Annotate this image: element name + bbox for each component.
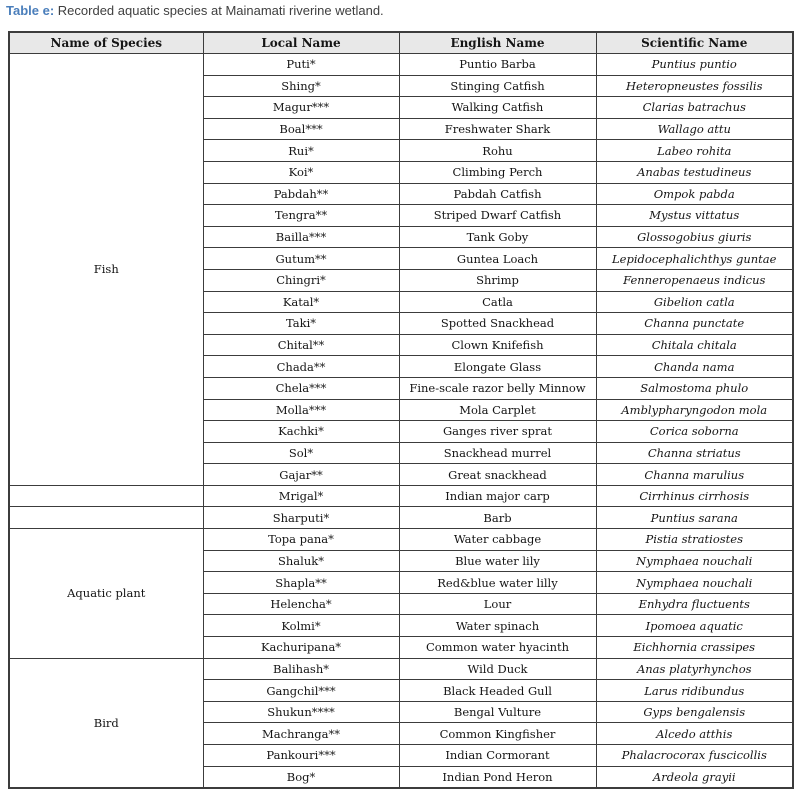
local-name-cell: Chital** bbox=[203, 334, 399, 356]
scientific-name-cell: Glossogobius giuris bbox=[596, 226, 793, 248]
english-name-cell: Snackhead murrel bbox=[399, 442, 596, 464]
local-name-cell: Kachki* bbox=[203, 421, 399, 443]
english-name-cell: Spotted Snackhead bbox=[399, 313, 596, 335]
english-name-cell: Barb bbox=[399, 507, 596, 529]
english-name-cell: Walking Catfish bbox=[399, 97, 596, 119]
local-name-cell: Gajar** bbox=[203, 464, 399, 486]
local-name-cell: Topa pana* bbox=[203, 529, 399, 551]
english-name-cell: Freshwater Shark bbox=[399, 118, 596, 140]
english-name-cell: Guntea Loach bbox=[399, 248, 596, 270]
scientific-name-cell: Anabas testudineus bbox=[596, 161, 793, 183]
header-name-of-species: Name of Species bbox=[9, 32, 203, 54]
english-name-cell: Great snackhead bbox=[399, 464, 596, 486]
english-name-cell: Water cabbage bbox=[399, 529, 596, 551]
local-name-cell: Rui* bbox=[203, 140, 399, 162]
scientific-name-cell: Nymphaea nouchali bbox=[596, 550, 793, 572]
header-row bbox=[9, 32, 793, 54]
table-caption bbox=[6, 3, 384, 18]
local-name-cell: Mrigal* bbox=[203, 485, 399, 507]
local-name-cell: Bailla*** bbox=[203, 226, 399, 248]
local-name-cell: Chela*** bbox=[203, 377, 399, 399]
header-local-name: Local Name bbox=[203, 32, 399, 54]
species-group-cell bbox=[9, 485, 203, 507]
scientific-name-cell: Channa punctate bbox=[596, 313, 793, 335]
species-table-body bbox=[9, 54, 793, 789]
local-name-cell: Katal* bbox=[203, 291, 399, 313]
scientific-name-cell: Anas platyrhynchos bbox=[596, 658, 793, 680]
english-name-cell: Striped Dwarf Catfish bbox=[399, 205, 596, 227]
header-scientific-name: Scientific Name bbox=[596, 32, 793, 54]
table-row bbox=[9, 507, 793, 529]
english-name-cell: Indian Cormorant bbox=[399, 745, 596, 767]
local-name-cell: Kachuripana* bbox=[203, 637, 399, 659]
english-name-cell: Elongate Glass bbox=[399, 356, 596, 378]
scientific-name-cell: Corica soborna bbox=[596, 421, 793, 443]
scientific-name-cell: Salmostoma phulo bbox=[596, 377, 793, 399]
scientific-name-cell: Pistia stratiostes bbox=[596, 529, 793, 551]
local-name-cell: Puti* bbox=[203, 54, 399, 76]
english-name-cell: Water spinach bbox=[399, 615, 596, 637]
scientific-name-cell: Fenneropenaeus indicus bbox=[596, 269, 793, 291]
english-name-cell: Blue water lily bbox=[399, 550, 596, 572]
scientific-name-cell: Enhydra fluctuents bbox=[596, 593, 793, 615]
table-row bbox=[9, 54, 793, 76]
scientific-name-cell: Ardeola grayii bbox=[596, 766, 793, 788]
scientific-name-cell: Phalacrocorax fuscicollis bbox=[596, 745, 793, 767]
header-english-name: English Name bbox=[399, 32, 596, 54]
english-name-cell: Clown Knifefish bbox=[399, 334, 596, 356]
local-name-cell: Balihash* bbox=[203, 658, 399, 680]
english-name-cell: Indian Pond Heron bbox=[399, 766, 596, 788]
local-name-cell: Koi* bbox=[203, 161, 399, 183]
english-name-cell: Bengal Vulture bbox=[399, 701, 596, 723]
english-name-cell: Fine-scale razor belly Minnow bbox=[399, 377, 596, 399]
english-name-cell: Stinging Catfish bbox=[399, 75, 596, 97]
local-name-cell: Machranga** bbox=[203, 723, 399, 745]
english-name-cell: Common Kingfisher bbox=[399, 723, 596, 745]
scientific-name-cell: Ipomoea aquatic bbox=[596, 615, 793, 637]
scientific-name-cell: Larus ridibundus bbox=[596, 680, 793, 702]
english-name-cell: Wild Duck bbox=[399, 658, 596, 680]
scientific-name-cell: Labeo rohita bbox=[596, 140, 793, 162]
local-name-cell: Taki* bbox=[203, 313, 399, 335]
english-name-cell: Pabdah Catfish bbox=[399, 183, 596, 205]
local-name-cell: Sharputi* bbox=[203, 507, 399, 529]
scientific-name-cell: Puntius puntio bbox=[596, 54, 793, 76]
scientific-name-cell: Chanda nama bbox=[596, 356, 793, 378]
english-name-cell: Common water hyacinth bbox=[399, 637, 596, 659]
english-name-cell: Catla bbox=[399, 291, 596, 313]
local-name-cell: Shing* bbox=[203, 75, 399, 97]
local-name-cell: Helencha* bbox=[203, 593, 399, 615]
local-name-cell: Tengra** bbox=[203, 205, 399, 227]
scientific-name-cell: Lepidocephalichthys guntae bbox=[596, 248, 793, 270]
scientific-name-cell: Chitala chitala bbox=[596, 334, 793, 356]
scientific-name-cell: Channa marulius bbox=[596, 464, 793, 486]
local-name-cell: Molla*** bbox=[203, 399, 399, 421]
english-name-cell: Red&blue water lilly bbox=[399, 572, 596, 594]
english-name-cell: Ganges river sprat bbox=[399, 421, 596, 443]
scientific-name-cell: Clarias batrachus bbox=[596, 97, 793, 119]
species-group-cell: Bird bbox=[9, 658, 203, 788]
local-name-cell: Bog* bbox=[203, 766, 399, 788]
local-name-cell: Shapla** bbox=[203, 572, 399, 594]
table-row bbox=[9, 529, 793, 551]
local-name-cell: Shaluk* bbox=[203, 550, 399, 572]
table-row bbox=[9, 658, 793, 680]
english-name-cell: Lour bbox=[399, 593, 596, 615]
english-name-cell: Shrimp bbox=[399, 269, 596, 291]
scientific-name-cell: Wallago attu bbox=[596, 118, 793, 140]
local-name-cell: Boal*** bbox=[203, 118, 399, 140]
scientific-name-cell: Alcedo atthis bbox=[596, 723, 793, 745]
local-name-cell: Pabdah** bbox=[203, 183, 399, 205]
scientific-name-cell: Gyps bengalensis bbox=[596, 701, 793, 723]
species-group-cell: Aquatic plant bbox=[9, 529, 203, 659]
local-name-cell: Magur*** bbox=[203, 97, 399, 119]
scientific-name-cell: Nymphaea nouchali bbox=[596, 572, 793, 594]
species-group-cell bbox=[9, 507, 203, 529]
local-name-cell: Kolmi* bbox=[203, 615, 399, 637]
local-name-cell: Gangchil*** bbox=[203, 680, 399, 702]
table-row bbox=[9, 485, 793, 507]
scientific-name-cell: Heteropneustes fossilis bbox=[596, 75, 793, 97]
species-table bbox=[8, 31, 794, 789]
scientific-name-cell: Ompok pabda bbox=[596, 183, 793, 205]
scientific-name-cell: Mystus vittatus bbox=[596, 205, 793, 227]
english-name-cell: Tank Goby bbox=[399, 226, 596, 248]
english-name-cell: Indian major carp bbox=[399, 485, 596, 507]
local-name-cell: Chingri* bbox=[203, 269, 399, 291]
scientific-name-cell: Eichhornia crassipes bbox=[596, 637, 793, 659]
local-name-cell: Shukun**** bbox=[203, 701, 399, 723]
local-name-cell: Gutum** bbox=[203, 248, 399, 270]
local-name-cell: Chada** bbox=[203, 356, 399, 378]
scientific-name-cell: Amblypharyngodon mola bbox=[596, 399, 793, 421]
local-name-cell: Sol* bbox=[203, 442, 399, 464]
scientific-name-cell: Gibelion catla bbox=[596, 291, 793, 313]
english-name-cell: Climbing Perch bbox=[399, 161, 596, 183]
english-name-cell: Black Headed Gull bbox=[399, 680, 596, 702]
table-caption-text: Recorded aquatic species at Mainamati riverine wetland. bbox=[54, 3, 384, 18]
english-name-cell: Mola Carplet bbox=[399, 399, 596, 421]
english-name-cell: Rohu bbox=[399, 140, 596, 162]
table-caption-label: Table e: bbox=[6, 3, 55, 18]
local-name-cell: Pankouri*** bbox=[203, 745, 399, 767]
english-name-cell: Puntio Barba bbox=[399, 54, 596, 76]
scientific-name-cell: Puntius sarana bbox=[596, 507, 793, 529]
scientific-name-cell: Channa striatus bbox=[596, 442, 793, 464]
species-group-cell: Fish bbox=[9, 54, 203, 486]
scientific-name-cell: Cirrhinus cirrhosis bbox=[596, 485, 793, 507]
